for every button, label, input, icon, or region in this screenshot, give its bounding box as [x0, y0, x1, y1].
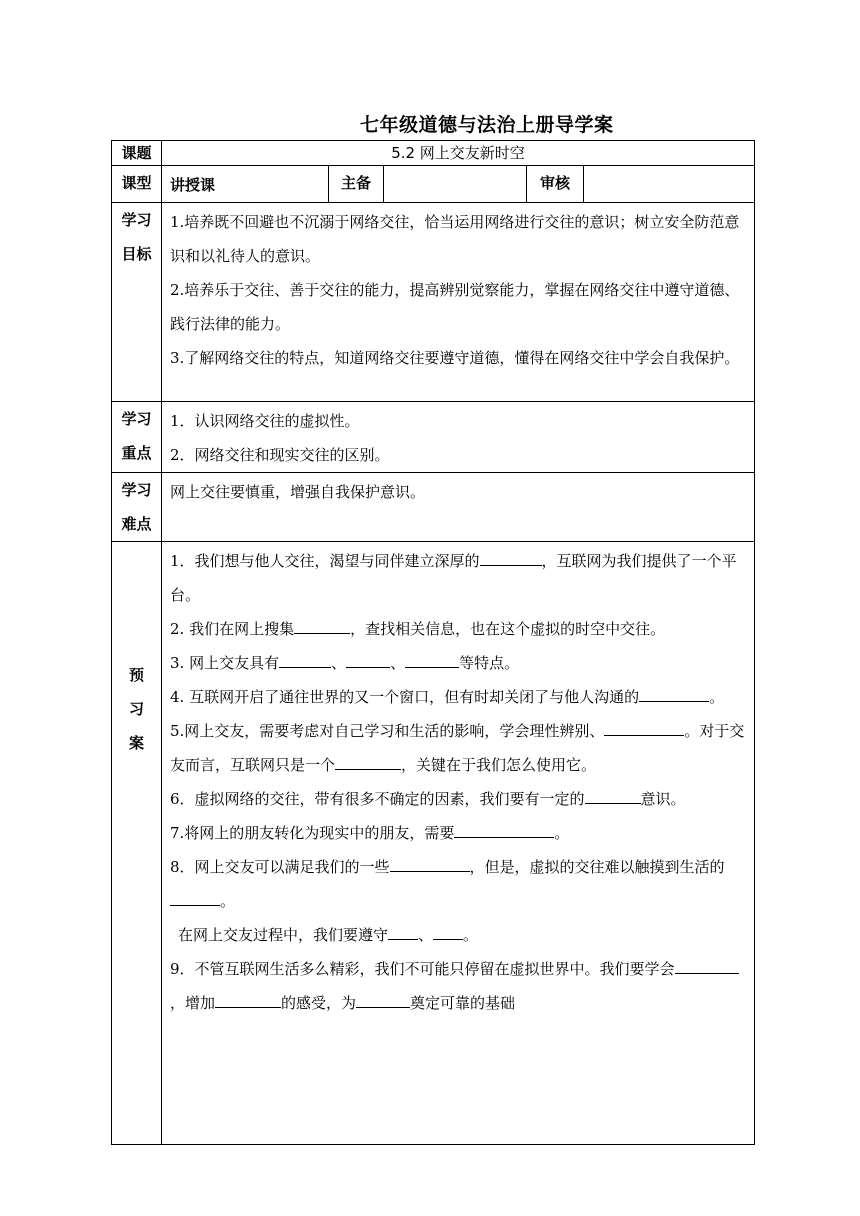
- answer-blank[interactable]: [346, 649, 390, 668]
- question-text: ，互联网为我们提供了一个平台。: [170, 552, 737, 604]
- preview-row: [112, 542, 755, 1145]
- question-text: 9．不管互联网生活多么精彩，我们不可能只停留在虚拟世界中。我们要学会: [170, 960, 675, 978]
- difficulties-content: [162, 473, 755, 542]
- question-text: 、: [418, 926, 434, 944]
- question-text: ，查找相关信息，也在这个虚拟的时空中交往。: [350, 620, 666, 638]
- objectives-label-line2: 目标: [121, 245, 152, 263]
- preview-question-8-rule: [170, 918, 746, 952]
- type-row: [112, 166, 755, 203]
- difficulties-row: [112, 473, 755, 542]
- objectives-content: [162, 203, 755, 402]
- key-point-item: 2．网络交往和现实交往的区别。: [170, 446, 390, 464]
- question-text: 2. 我们在网上搜集: [170, 620, 295, 638]
- reviewer-label: 审核: [527, 166, 584, 203]
- question-text: 4. 互联网开启了通往世界的又一个窗口，但有时却关闭了与他人沟通的: [170, 688, 640, 706]
- answer-blank[interactable]: [604, 717, 684, 736]
- objectives-label: [112, 203, 162, 402]
- question-text: 1．我们想与他人交往，渴望与同伴建立深厚的: [170, 552, 480, 570]
- topic-label: 课题: [112, 141, 162, 166]
- difficulties-label-line2: 难点: [121, 515, 152, 533]
- question-text: 在网上交友过程中，我们要遵守: [178, 926, 389, 944]
- reviewer-value: [584, 166, 755, 203]
- preview-label-char: 案: [128, 734, 144, 752]
- answer-blank[interactable]: [215, 989, 281, 1008]
- question-text: 意识。: [640, 790, 686, 808]
- difficulties-label: [112, 473, 162, 542]
- question-text: ，增加: [170, 994, 216, 1012]
- question-text: 。: [709, 688, 725, 706]
- main-author-label: 主备: [329, 166, 384, 203]
- key-points-row: [112, 402, 755, 473]
- preview-question-2: [170, 612, 746, 646]
- title-subject: 道德与法治: [418, 114, 517, 136]
- answer-blank[interactable]: [170, 887, 220, 906]
- answer-blank[interactable]: [639, 683, 709, 702]
- question-text: 等特点。: [459, 654, 520, 672]
- answer-blank[interactable]: [675, 955, 739, 974]
- preview-content: [162, 542, 755, 1145]
- answer-blank[interactable]: [454, 819, 554, 838]
- preview-label-char: 习: [128, 700, 144, 718]
- key-points-content: [162, 402, 755, 473]
- topic-row: [112, 141, 755, 166]
- preview-question-4: [170, 680, 746, 714]
- topic-value: 5.2 网上交友新时空: [162, 141, 755, 166]
- question-text: 7.将网上的朋友转化为现实中的朋友，需要: [170, 824, 455, 842]
- answer-blank[interactable]: [433, 921, 463, 940]
- preview-question-9: [170, 952, 746, 1020]
- difficulties-label-line1: 学习: [121, 481, 152, 499]
- preview-question-1: [170, 544, 746, 612]
- answer-blank[interactable]: [388, 921, 418, 940]
- answer-blank[interactable]: [390, 853, 470, 872]
- question-text: ，但是，虚拟的交往难以触摸到生活的: [469, 858, 725, 876]
- preview-question-8: [170, 850, 746, 918]
- question-text: 奠定可靠的基础: [410, 994, 516, 1012]
- question-text: 。: [463, 926, 479, 944]
- preview-question-7: [170, 816, 746, 850]
- key-points-label-line1: 学习: [121, 410, 152, 428]
- answer-blank[interactable]: [405, 649, 459, 668]
- question-text: 、: [390, 654, 406, 672]
- title-volume: 上: [516, 114, 536, 136]
- answer-blank[interactable]: [585, 785, 641, 804]
- objective-item: 3.了解网络交往的特点，知道网络交往要遵守道德，懂得在网络交往中学会自我保护。: [170, 349, 740, 367]
- type-label: 课型: [112, 166, 162, 203]
- question-text: 的感受，为: [281, 994, 357, 1012]
- objective-item: 1.培养既不回避也不沉溺于网络交往，恰当运用网络进行交往的意识；树立安全防范意识和以礼待人的意识。: [170, 213, 740, 265]
- question-text: 5.网上交友，需要考虑对自己学习和生活的影响，学会理性辨别、: [170, 722, 605, 740]
- objective-item: 2.培养乐于交往、善于交往的能力，提高辨别觉察能力，掌握在网络交往中遵守道德、践行法律的能力。: [170, 281, 740, 333]
- preview-question-5: [170, 714, 746, 782]
- question-text: 8．网上交友可以满足我们的一些: [170, 858, 390, 876]
- key-points-label-line2: 重点: [121, 444, 152, 462]
- answer-blank[interactable]: [279, 649, 331, 668]
- answer-blank[interactable]: [294, 615, 350, 634]
- title-grade: 七年级: [360, 114, 419, 136]
- question-text: 。对于交友而言，互联网只是一个: [170, 722, 745, 774]
- question-text: ，关键在于我们怎么使用它。: [401, 756, 597, 774]
- study-guide-table: [111, 140, 755, 1145]
- answer-blank[interactable]: [356, 989, 410, 1008]
- question-text: 3. 网上交友具有: [170, 654, 280, 672]
- title-suffix: 册导学案: [535, 114, 614, 136]
- key-points-label: [112, 402, 162, 473]
- answer-blank[interactable]: [335, 751, 401, 770]
- difficulty-text: 网上交往要慎重，增强自我保护意识。: [170, 483, 426, 501]
- preview-label: [112, 542, 162, 1145]
- page-title: [0, 110, 860, 137]
- question-text: 6．虚拟网络的交往，带有很多不确定的因素，我们要有一定的: [170, 790, 585, 808]
- preview-question-3: [170, 646, 746, 680]
- preview-label-char: 预: [128, 666, 144, 684]
- question-text: 。: [554, 824, 570, 842]
- question-text: 。: [220, 892, 236, 910]
- key-point-item: 1．认识网络交往的虚拟性。: [170, 412, 360, 430]
- preview-question-6: [170, 782, 746, 816]
- answer-blank[interactable]: [480, 547, 542, 566]
- type-value: 讲授课: [162, 166, 329, 203]
- main-author-value: [384, 166, 527, 203]
- objectives-row: [112, 203, 755, 402]
- question-text: 、: [331, 654, 347, 672]
- objectives-label-line1: 学习: [121, 211, 152, 229]
